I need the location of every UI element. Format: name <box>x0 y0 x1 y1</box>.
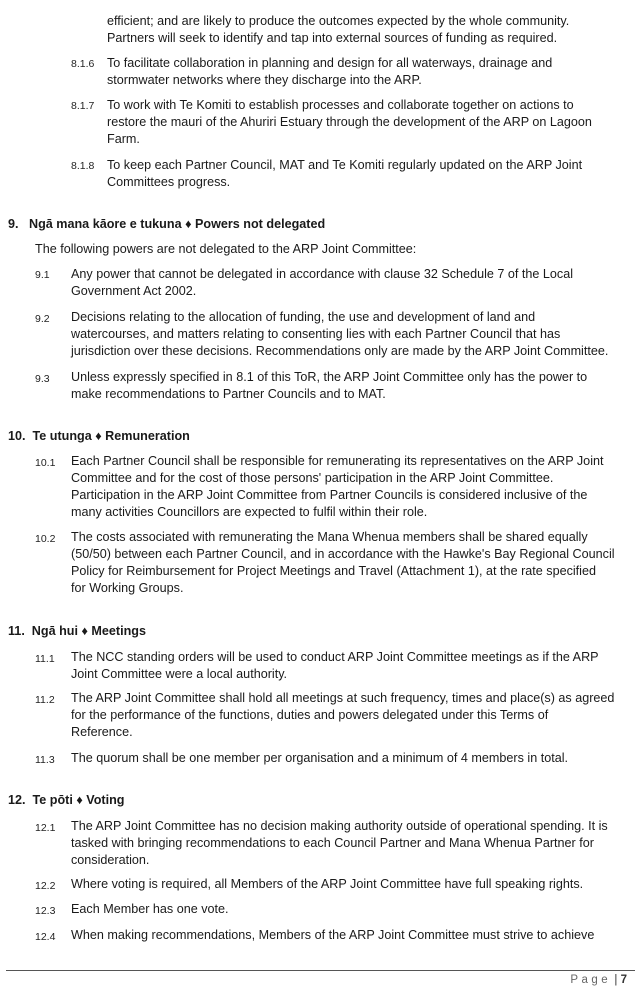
clause-10-2: The costs associated with remunerating the Mana Whenua members shall be shared equally (50/50) between each Partner Council, and in accordance with the Hawke's Bay Regional Council Policy for Reimbursement for Project Meetings and Travel (Attachment 1), at the rate specified for Working Groups. <box>71 530 615 595</box>
clause-number-12-4: 12.4 <box>35 931 56 943</box>
clause-9-3: Unless expressly specified in 8.1 of this ToR, the ARP Joint Committee only has the power to make recommendations to Partner Councils and to MAT. <box>71 370 588 401</box>
page-label: Page <box>570 974 612 986</box>
section8-intro: efficient; and are likely to produce the outcomes expected by the whole community. Partners will seek to identify and tap into external sources of funding as required. <box>107 14 570 45</box>
clause-number-9-3: 9.3 <box>35 373 50 385</box>
clause-9-2: Decisions relating to the allocation of funding, the use and development of land and watercourses, and matters relating to consenting lies with each Partner Council that has jurisdiction over these decisions. Recommendations only are made by the ARP Joint Committee. <box>71 310 609 358</box>
section-9-heading: 9. Ngā mana kāore e tukuna ♦ Powers not delegated <box>8 217 326 231</box>
clause-10-1: Each Partner Council shall be responsible for remunerating its representatives on the ARP Joint Committee and for the cost of those persons' participation in the ARP Joint Committee. Participation in the ARP Joint Committee from Partner Councils is considered inclusive of the many activities Councillors are expected to fulfil within their role. <box>71 454 604 519</box>
clause-number-10-1: 10.1 <box>35 457 56 469</box>
clause-number-8-1-8: 8.1.8 <box>71 160 95 172</box>
clause-8-1-7: To work with Te Komiti to establish processes and collaborate together on actions to restore the mauri of the Ahuriri Estuary through the development of the ARP on Lagoon Farm. <box>107 98 592 146</box>
page-separator: | <box>614 974 618 986</box>
section-10-heading: 10. Te utunga ♦ Remuneration <box>8 429 190 443</box>
section-12-heading: 12. Te pōti ♦ Voting <box>8 793 125 807</box>
clause-number-9-1: 9.1 <box>35 269 50 281</box>
footer-divider <box>6 970 635 971</box>
section-9-intro: The following powers are not delegated to the ARP Joint Committee: <box>35 242 417 256</box>
clause-11-2: The ARP Joint Committee shall hold all meetings at such frequency, times and place(s) as agreed for the performance of the functions, duties and powers delegated under this Terms of Reference. <box>71 691 615 739</box>
clause-number-12-2: 12.2 <box>35 880 56 892</box>
clause-8-1-8: To keep each Partner Council, MAT and Te Komiti regularly updated on the ARP Joint Committees progress. <box>107 158 583 189</box>
clause-number-11-2: 11.2 <box>35 694 55 706</box>
clause-number-11-3: 11.3 <box>35 754 55 766</box>
clause-number-12-3: 12.3 <box>35 905 56 917</box>
section-11-heading: 11. Ngā hui ♦ Meetings <box>8 624 146 638</box>
clause-11-1: The NCC standing orders will be used to conduct ARP Joint Committee meetings as if the ARP Joint Committee were a local authority. <box>71 650 599 681</box>
clause-number-9-2: 9.2 <box>35 313 50 325</box>
clause-11-3: The quorum shall be one member per organisation and a minimum of 4 members in total. <box>71 751 568 765</box>
clause-number-8-1-7: 8.1.7 <box>71 100 95 112</box>
page-footer <box>570 973 627 987</box>
clause-8-1-6: To facilitate collaboration in planning and design for all waterways, drainage and stormwater networks where they discharge into the ARP. <box>107 56 553 87</box>
clause-number-11-1: 11.1 <box>35 653 55 665</box>
clause-12-1: The ARP Joint Committee has no decision making authority outside of operational spending. It is tasked with bringing recommendations to each Council Partner and Mana Whenua Partner for consideration. <box>71 819 608 867</box>
clause-12-4: When making recommendations, Members of the ARP Joint Committee must strive to achieve <box>71 928 595 942</box>
clause-number-12-1: 12.1 <box>35 822 56 834</box>
clause-number-8-1-6: 8.1.6 <box>71 58 95 70</box>
clause-12-2: Where voting is required, all Members of the ARP Joint Committee have full speaking rights. <box>71 877 584 891</box>
page-number: 7 <box>620 974 627 986</box>
clause-12-3: Each Member has one vote. <box>71 902 229 916</box>
clause-9-1: Any power that cannot be delegated in accordance with clause 32 Schedule 7 of the Local Government Act 2002. <box>71 267 573 298</box>
clause-number-10-2: 10.2 <box>35 533 56 545</box>
